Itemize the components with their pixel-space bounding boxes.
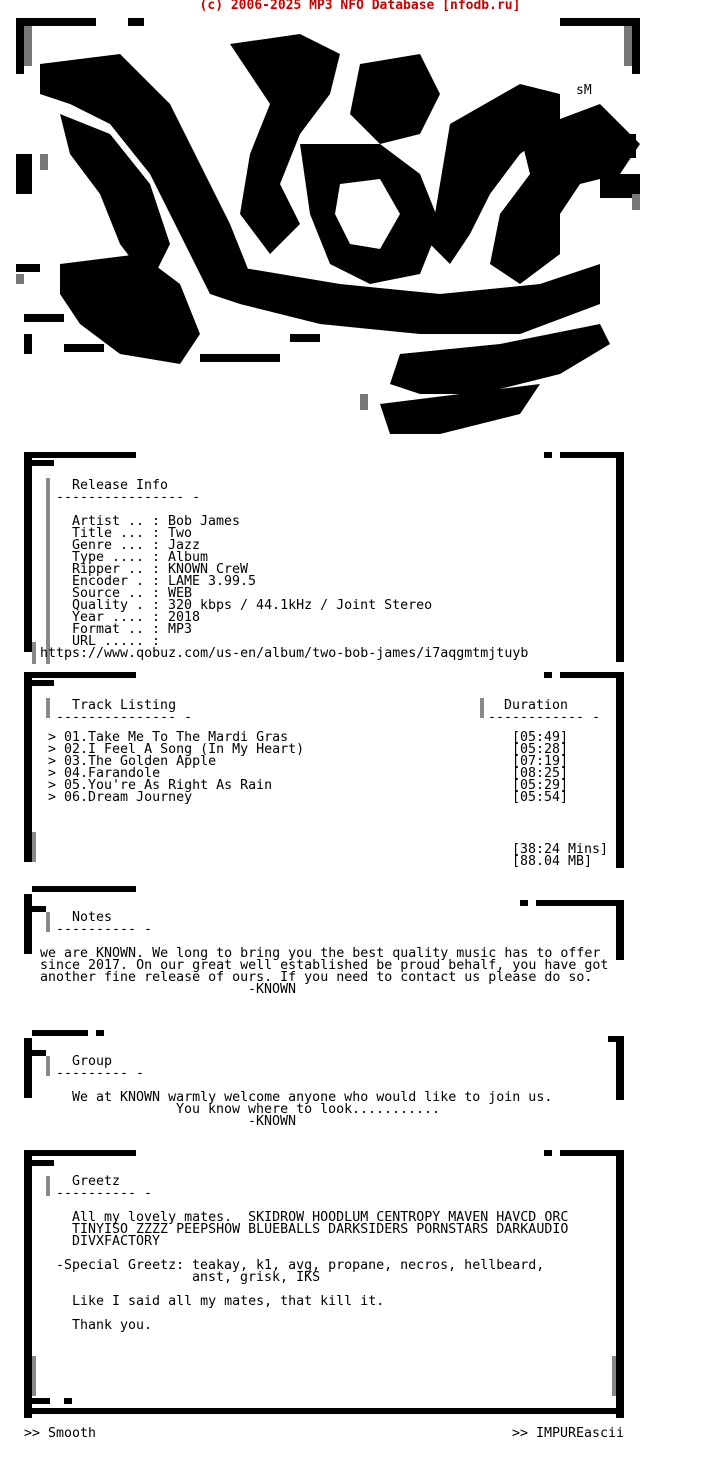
track-duration: [05:29] <box>512 778 569 793</box>
track-title: > 01.Take Me To The Mardi Gras <box>48 730 289 745</box>
field-value: 320 kbps / 44.1kHz / Joint Stereo <box>168 598 433 613</box>
group-section <box>24 1030 624 1130</box>
greetz-heading: Greetz <box>72 1174 121 1189</box>
greetz-line-1: All my lovely mates. SKIDROW HOODLUM CENTROPY MAVEN HAVCD ORC <box>72 1210 569 1225</box>
duration-underline: ------------ - <box>488 710 601 725</box>
notes-line: another fine release of ours. If you need to contact us please do so. <box>40 970 593 985</box>
notes-section <box>24 886 624 998</box>
field-value: 2018 <box>168 610 201 625</box>
greetz-line-3: DIVXFACTORY <box>72 1234 161 1249</box>
copyright-header: (c) 2006-2025 MP3 NFO Database [nfodb.ru] <box>199 0 521 13</box>
field-label: Genre ... : <box>72 538 161 553</box>
greetz-closing-2: Thank you. <box>72 1318 153 1333</box>
field-value: Bob James <box>168 514 241 529</box>
greetz-underline: ---------- - <box>56 1186 153 1201</box>
logo-signature: sM <box>576 83 592 98</box>
track-duration: [05:28] <box>512 742 569 757</box>
field-value: MP3 <box>168 622 193 637</box>
track-listing-underline: --------------- - <box>56 710 193 725</box>
field-value: Jazz <box>168 538 201 553</box>
field-value: LAME 3.99.5 <box>168 574 257 589</box>
track-title: > 05.You're As Right As Rain <box>48 778 273 793</box>
special-greetz-2: anst, grisk, IKS <box>192 1270 321 1285</box>
notes-underline: ---------- - <box>56 922 153 937</box>
release-url: https://www.qobuz.com/us-en/album/two-bob-james/i7aqgmtmjtuyb <box>40 646 529 661</box>
greetz-line-2: TINYISO ZZZZ PEEPSHOW BLUEBALLS DARKSIDERS PORNSTARS DARKAUDIO <box>72 1222 569 1237</box>
track-listing-section <box>24 672 624 868</box>
group-line-1: We at KNOWN warmly welcome anyone who would like to join us. <box>72 1090 553 1105</box>
special-greetz-label: -Special Greetz: <box>56 1258 185 1273</box>
track-duration: [08:25] <box>512 766 569 781</box>
track-duration: [05:54] <box>512 790 569 805</box>
track-title: > 04.Farandole <box>48 766 161 781</box>
field-label: Type .... : <box>72 550 161 565</box>
track-duration: [07:19] <box>512 754 569 769</box>
footer-left: >> Smooth <box>24 1426 97 1441</box>
track-title: > 03.The Golden Apple <box>48 754 217 769</box>
track-title: > 06.Dream Journey <box>48 790 193 805</box>
field-label: URL ..... : <box>72 634 161 649</box>
notes-line: since 2017. On our great well established be proud behalf, you have got <box>40 958 609 973</box>
field-value: Album <box>168 550 209 565</box>
field-label: Artist .. : <box>72 514 161 529</box>
notes-heading: Notes <box>72 910 113 925</box>
release-info-heading: Release Info <box>72 478 169 493</box>
greetz-section <box>24 1150 624 1418</box>
release-info-section <box>24 452 624 664</box>
ascii-logo <box>0 14 720 444</box>
field-value: Two <box>168 526 193 541</box>
footer-right: >> IMPUREascii <box>512 1426 625 1441</box>
field-label: Title ... : <box>72 526 161 541</box>
field-label: Encoder . : <box>72 574 161 589</box>
field-label: Quality . : <box>72 598 161 613</box>
group-underline: --------- - <box>56 1066 145 1081</box>
track-duration: [05:49] <box>512 730 569 745</box>
release-info-underline: ---------------- - <box>56 490 201 505</box>
field-label: Year .... : <box>72 610 161 625</box>
total-size: [88.04 MB] <box>512 854 593 869</box>
duration-heading: Duration <box>504 698 569 713</box>
track-title: > 02.I Feel A Song (In My Heart) <box>48 742 305 757</box>
track-listing-heading: Track Listing <box>72 698 177 713</box>
special-greetz-1: teakay, k1, avg, propane, necros, hellbeard, <box>192 1258 545 1273</box>
group-line-2: You know where to look........... <box>176 1102 441 1117</box>
field-value: WEB <box>168 586 193 601</box>
field-value: KNOWN CreW <box>168 562 249 577</box>
field-label: Source .. : <box>72 586 161 601</box>
notes-signature: -KNOWN <box>248 982 297 997</box>
group-heading: Group <box>72 1054 113 1069</box>
field-label: Ripper .. : <box>72 562 161 577</box>
group-signature: -KNOWN <box>248 1114 297 1129</box>
field-label: Format .. : <box>72 622 161 637</box>
notes-line: we are KNOWN. We long to bring you the best quality music has to offer <box>40 946 601 961</box>
greetz-closing-1: Like I said all my mates, that kill it. <box>72 1294 385 1309</box>
total-time: [38:24 Mins] <box>512 842 609 857</box>
